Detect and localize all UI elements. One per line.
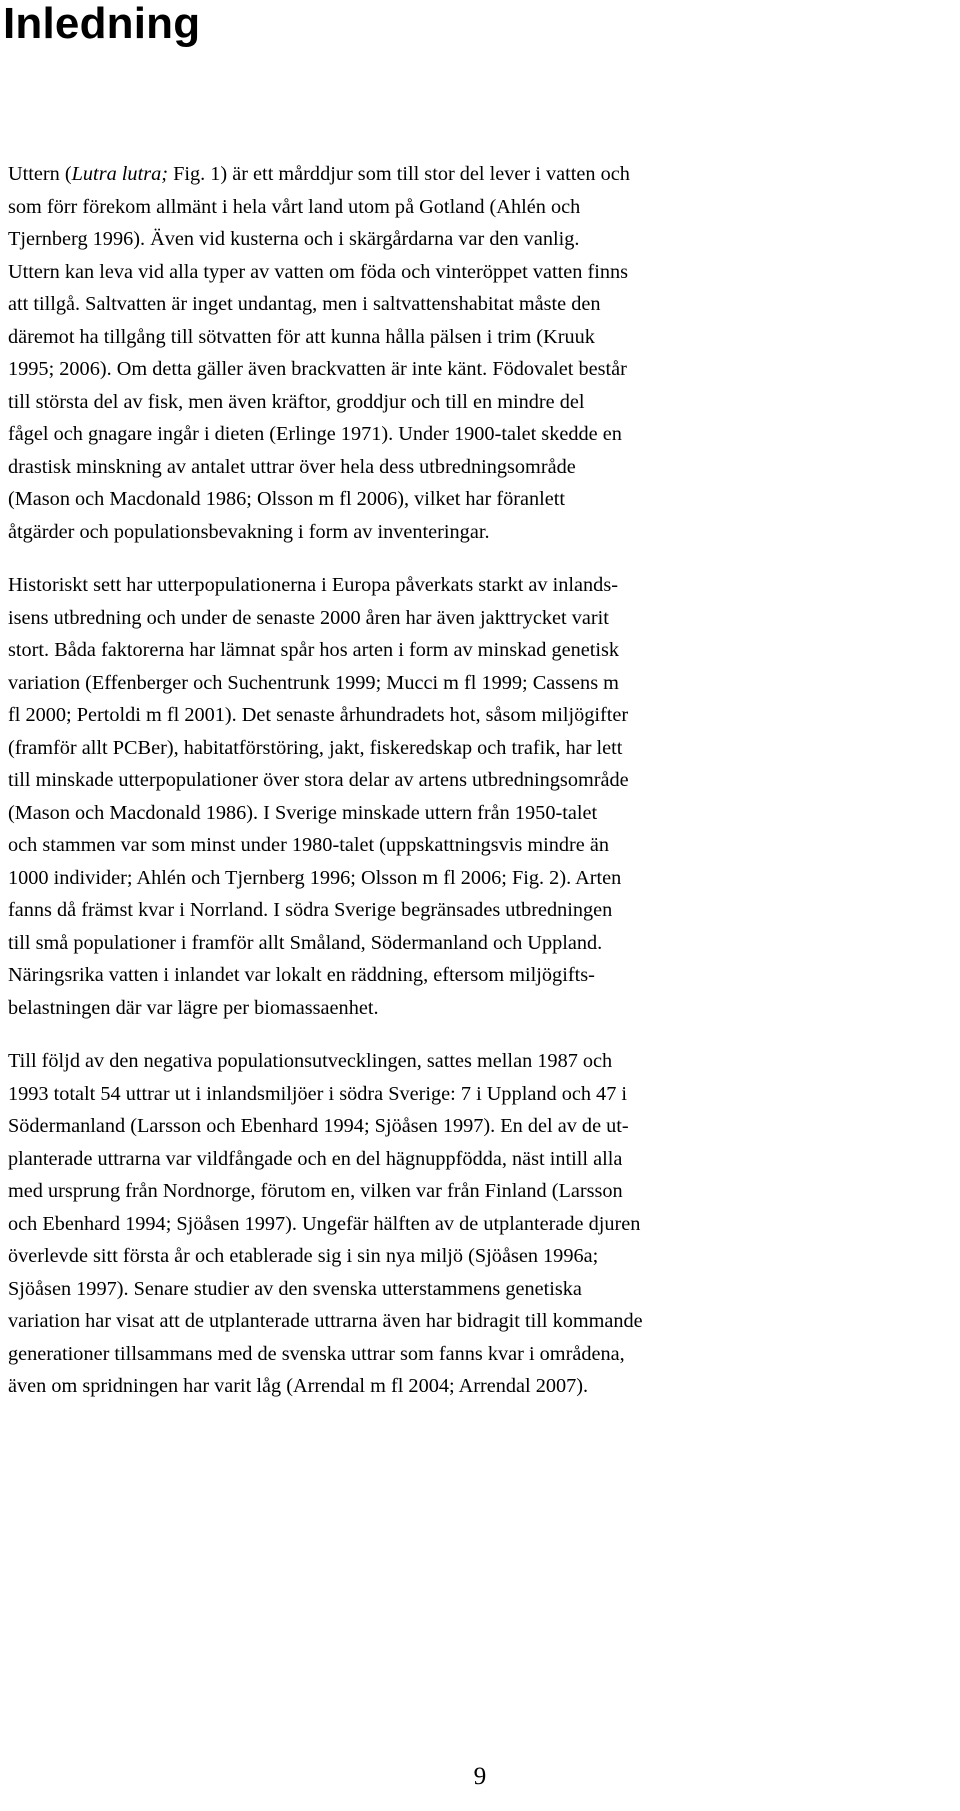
text-line: fanns då främst kvar i Norrland. I södra Sverige begränsades utbredningen bbox=[8, 899, 613, 921]
text-line: generationer tillsammans med de svenska uttrar som fanns kvar i områdena, bbox=[8, 1342, 625, 1365]
text-line: 1993 totalt 54 uttrar ut i inlandsmiljöer i södra Sverige: 7 i Uppland och 47 i bbox=[8, 1082, 628, 1105]
text-line: Sjöåsen 1997). Senare studier av den svenska utterstammens genetiska bbox=[8, 1277, 582, 1300]
text-line: variation har visat att de utplanterade uttrarna även har bidragit till kommande bbox=[8, 1310, 643, 1332]
text-line: fågel och gnagare ingår i dieten (Erlinge 1971). Under 1900-talet skedde en bbox=[8, 423, 622, 445]
text-line: och stammen var som minst under 1980-talet (uppskattningsvis mindre än bbox=[8, 834, 610, 856]
text-line: Tjernberg 1996). Även vid kusterna och i skärgårdarna var den vanlig. bbox=[8, 228, 580, 250]
text-line: till minskade utterpopulationer över stora delar av artens utbredningsområde bbox=[8, 769, 629, 791]
text-line: Uttern kan leva vid alla typer av vatten om föda och vinteröppet vatten finns bbox=[8, 260, 629, 283]
text-line: drastisk minskning av antalet uttrar över hela dess utbredningsområde bbox=[8, 455, 576, 478]
text-line: (framför allt PCBer), habitatförstöring, jakt, fiskeredskap och trafik, har lett bbox=[8, 736, 623, 759]
text-line: variation (Effenberger och Suchentrunk 1999; Mucci m fl 1999; Cassens m bbox=[8, 671, 619, 694]
text-line: 1995; 2006). Om detta gäller även brackvatten är inte känt. Födovalet består bbox=[8, 358, 627, 380]
text-line: som förr förekom allmänt i hela vårt land utom på Gotland (Ahlén och bbox=[8, 195, 581, 218]
text-line: till största del av fisk, men även kräftor, groddjur och till en mindre del bbox=[8, 390, 585, 413]
text-line: däremot ha tillgång till sötvatten för att kunna hålla pälsen i trim (Kruuk bbox=[8, 325, 595, 348]
text-line: Södermanland (Larsson och Ebenhard 1994; Sjöåsen 1997). En del av de ut- bbox=[8, 1115, 629, 1137]
text-line: Till följd av den negativa populationsutvecklingen, sattes mellan 1987 och bbox=[8, 1050, 613, 1072]
body-text bbox=[8, 158, 958, 1424]
text-line: att tillgå. Saltvatten är inget undantag, men i saltvattenshabitat måste den bbox=[8, 293, 601, 315]
text-line: stort. Båda faktorerna har lämnat spår hos arten i form av minskad genetisk bbox=[8, 639, 620, 661]
paragraph-1 bbox=[8, 158, 958, 548]
paragraph-3 bbox=[8, 1045, 958, 1403]
species-name: Lutra lutra; bbox=[71, 163, 168, 185]
text-line: Näringsrika vatten i inlandet var lokalt en räddning, eftersom miljögifts- bbox=[8, 964, 595, 986]
text-line: 1000 individer; Ahlén och Tjernberg 1996; Olsson m fl 2006; Fig. 2). Arten bbox=[8, 866, 622, 889]
section-heading: Inledning bbox=[3, 0, 201, 48]
text-line: belastningen där var lägre per biomassaenhet. bbox=[8, 996, 379, 1019]
text-line: med ursprung från Nordnorge, förutom en, vilken var från Finland (Larsson bbox=[8, 1180, 623, 1202]
text-line: planterade uttrarna var vildfångade och en del hägnuppfödda, näst intill alla bbox=[8, 1147, 623, 1170]
text-line: överlevde sitt första år och etablerade sig i sin nya miljö (Sjöåsen 1996a; bbox=[8, 1245, 599, 1267]
text-line: och Ebenhard 1994; Sjöåsen 1997). Ungefär hälften av de utplanterade djuren bbox=[8, 1212, 641, 1235]
paragraph-2 bbox=[8, 569, 958, 1024]
text-line: (Mason och Macdonald 1986; Olsson m fl 2006), vilket har föranlett bbox=[8, 488, 566, 510]
text-line: Uttern (Lutra lutra; Fig. 1) är ett mårddjur som till stor del lever i vatten och bbox=[8, 163, 630, 185]
text-line: till små populationer i framför allt Småland, Södermanland och Uppland. bbox=[8, 931, 603, 954]
text-line: även om spridningen har varit låg (Arrendal m fl 2004; Arrendal 2007). bbox=[8, 1375, 589, 1397]
text-line: isens utbredning och under de senaste 2000 åren har även jakttrycket varit bbox=[8, 606, 609, 629]
text-line: Historiskt sett har utterpopulationerna i Europa påverkats starkt av inlands- bbox=[8, 574, 618, 596]
page-number: 9 bbox=[473, 1762, 487, 1790]
text-line: fl 2000; Pertoldi m fl 2001). Det senaste århundradets hot, såsom miljögifter bbox=[8, 704, 629, 726]
text-line: åtgärder och populationsbevakning i form av inventeringar. bbox=[8, 520, 490, 543]
text-line: (Mason och Macdonald 1986). I Sverige minskade uttern från 1950-talet bbox=[8, 801, 598, 824]
